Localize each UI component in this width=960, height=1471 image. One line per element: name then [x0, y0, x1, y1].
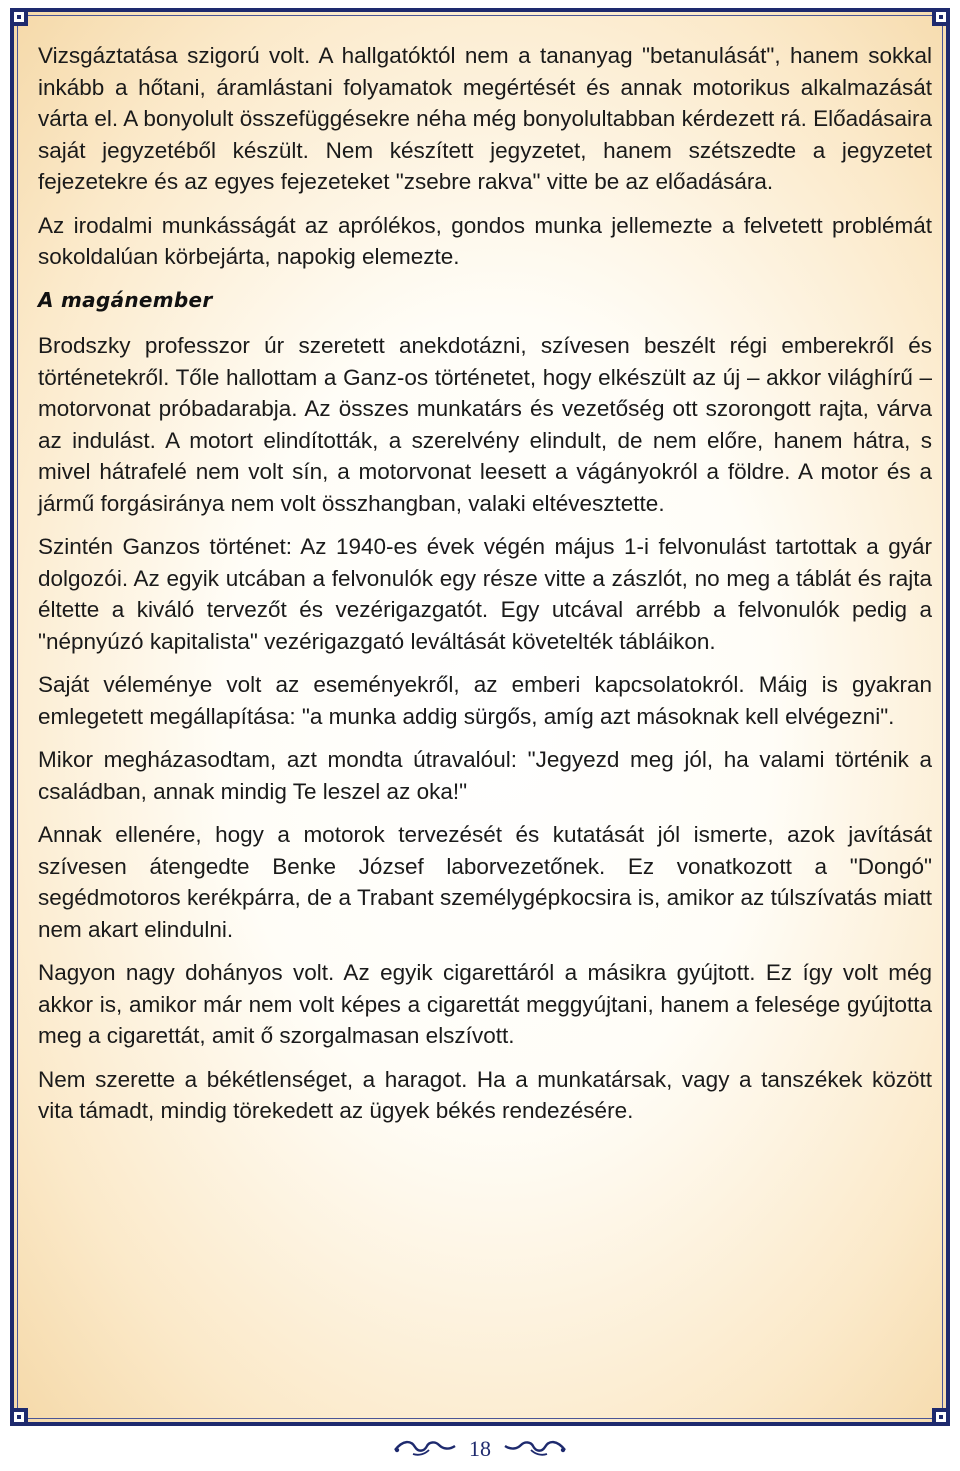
corner-ornament-icon: [10, 1408, 28, 1426]
paragraph: Brodszky professzor úr szeretett anekdotázni, szívesen beszélt régi emberekről és történetekről. Tőle hallottam a Ganz-os történetet, hogy elkészült az új – akkor világhírű – motorvonat próbadarabja. Az összes munkatárs és vezetőség ott szorongott rajta, várva az indulást. A motort elindították, a szerelvény elindult, de nem előre, hanem hátra, s mivel hátrafelé nem volt sín, a motorvonat leesett a vágányokról a földre. A motor és a jármű forgásiránya nem volt összhangban, valaki eltévesztette.: [38, 333, 932, 516]
corner-ornament-icon: [932, 8, 950, 26]
paragraph: Az irodalmi munkásságát az aprólékos, gondos munka jellemezte a felvetett problémát sokoldalúan körbejárta, napokig elemezte.: [38, 212, 932, 269]
paragraph: Szintén Ganzos történet: Az 1940-es évek végén május 1-i felvonulást tartottak a gyár dolgozói. Az egyik utcában a felvonulók egy része vitte a zászlót, no meg a táblát és rajta éltette a kiváló tervezőt és vezérigazgatót. Egy utcával arrébb a felvonulók pedig a "népnyúzó kapitalista" vezérigazgató leváltását követelték tábláikon.: [38, 534, 932, 654]
paragraph: Mikor megházasodtam, azt mondta útravalóul: "Jegyezd meg jól, ha valami történik a családban, annak mindig Te leszel az oka!": [38, 747, 932, 804]
page-footer: [0, 1430, 960, 1468]
paragraph: Saját véleménye volt az eseményekről, az emberi kapcsolatokról. Máig is gyakran emlegetett megállapítása: "a munka addig sürgős, amíg azt másoknak kell elvégezni".: [38, 672, 932, 729]
paragraph: Annak ellenére, hogy a motorok tervezését és kutatását jól ismerte, azok javítását szívesen átengedte Benke József laborvezetőnek. Ez vonatkozott a "Dongó" segédmotoros kerékpárra, de a Trabant személygépkocsira is, amikor az túlszívatás miatt nem akart elindulni.: [38, 822, 932, 942]
corner-ornament-icon: [932, 1408, 950, 1426]
corner-ornament-icon: [10, 8, 28, 26]
section-heading: A magánember: [38, 287, 213, 312]
page-number: 18: [469, 1436, 491, 1461]
left-flourish-icon: [393, 1436, 457, 1463]
article-body: [38, 40, 932, 1139]
paragraph: Nem szerette a békétlenséget, a haragot. Ha a munkatársak, vagy a tanszékek között vita támadt, mindig törekedett az ügyek békés rendezésére.: [38, 1066, 932, 1123]
paragraph: Nagyon nagy dohányos volt. Az egyik cigarettáról a másikra gyújtott. Ez így volt még akkor is, amikor már nem volt képes a cigarettát meggyújtani, hanem a felesége gyújtotta meg a cigarettát, amit ő szorgalmasan elszívott.: [38, 960, 932, 1048]
right-flourish-icon: [503, 1436, 567, 1463]
page-frame: [10, 8, 950, 1426]
paragraph: Vizsgáztatása szigorú volt. A hallgatóktól nem a tananyag "betanulását", hanem sokkal inkább a hőtani, áramlástani folyamatok megértését és annak motorikus alkalmazását várta el. A bonyolult összefüggésekre néha még bonyolultabban kérdezett rá. Előadásaira saját jegyzetéből készült. Nem készített jegyzetet, hanem szétszedte a jegyzetet fejezetekre és az egyes fejezeteket "zsebre rakva" vitte be az előadására.: [38, 43, 932, 194]
